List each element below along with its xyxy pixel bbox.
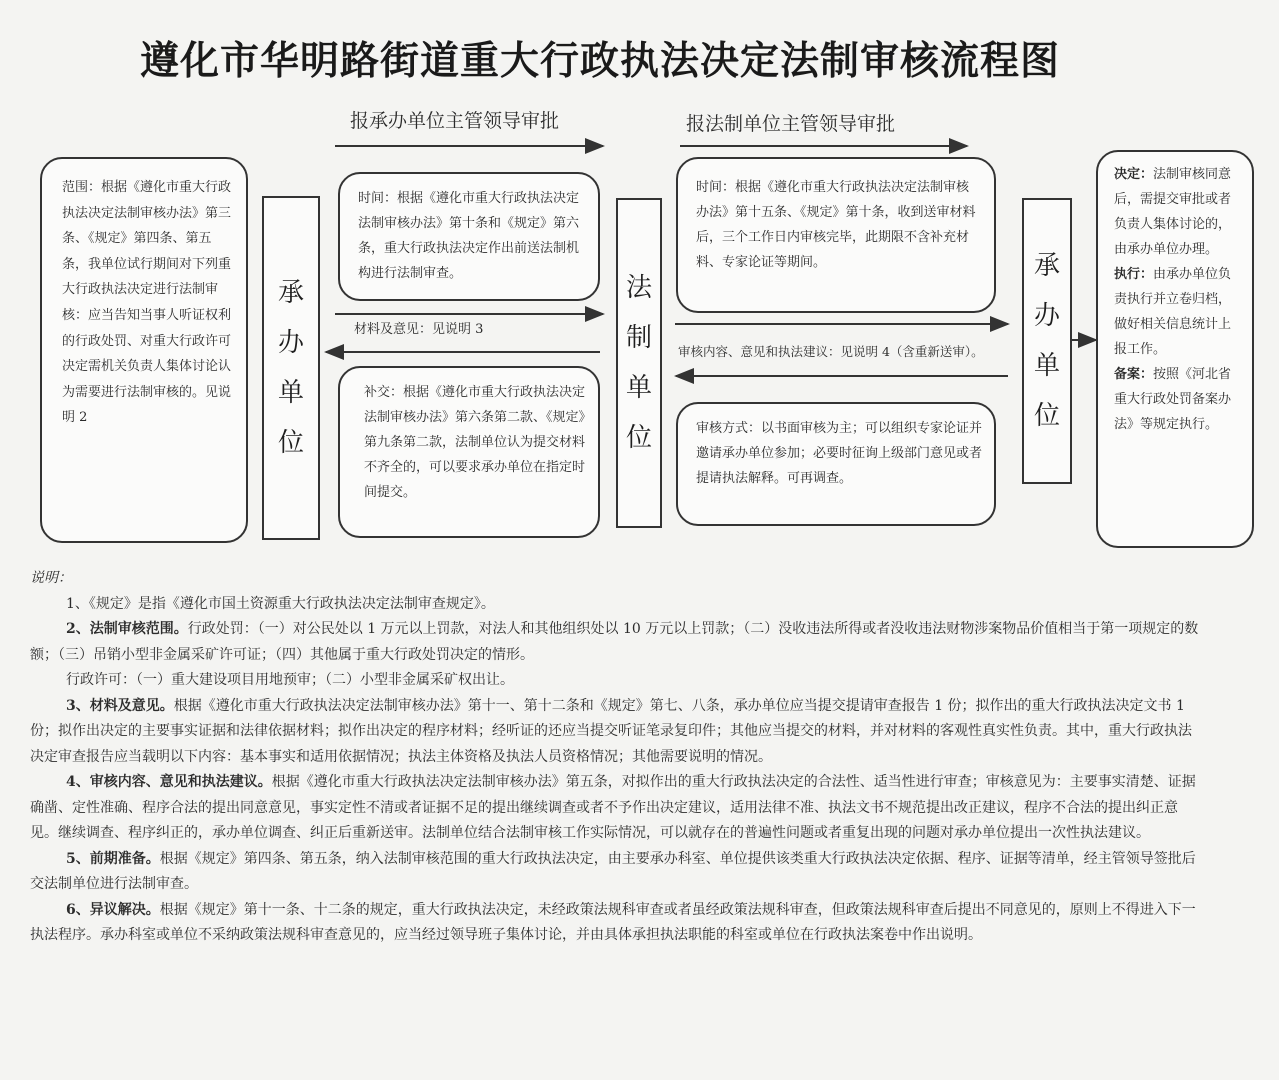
supplement-box xyxy=(338,366,600,538)
time1-text: 时间：根据《遵化市重大行政执法决定法制审核办法》第十条和《规定》第六条，重大行政执法决定作出前送法制机构进行法制审查。 xyxy=(358,191,580,281)
execution-paragraph xyxy=(1114,262,1240,362)
note-2b: 行政许可：（一）重大建设项目用地预审；（二）小型非金属采矿权出让。 xyxy=(66,672,514,688)
scope-text: 范围：根据《遵化市重大行政执法决定法制审核办法》第三条、《规定》第四条、第五条，我单位试行期间对下列重大行政执法决定进行法制审核：应当告知当事人听证权利的行政处罚、对重大行政许可决定需机关负责人集体讨论认为需要进行法制审核的。见说明 2 xyxy=(62,180,232,426)
decision-label: 决定： xyxy=(1114,167,1154,182)
scope-box xyxy=(40,157,248,543)
note-2-text: 行政处罚：（一）对公民处以 1 万元以上罚款，对法人和其他组织处以 10 万元以上罚款；（二）没收违法所得或者没收违法财物涉案物品价值相当于第一项规定的数额；（三）吊销小型非金属采矿许可证；（四）其他属于重大行政处罚决定的情形。 xyxy=(30,621,1199,663)
decision-box xyxy=(1096,150,1254,548)
filing-paragraph xyxy=(1114,362,1240,437)
page-title: 遵化市华明路街道重大行政执法决定法制审核流程图 xyxy=(140,39,1061,84)
bar-handling-unit-right xyxy=(1022,198,1072,484)
note-1: 1、《规定》是指《遵化市国土资源重大行政执法决定法制审查规定》。 xyxy=(66,595,495,612)
note-3-key: 3、材料及意见。 xyxy=(66,697,174,714)
note-5 xyxy=(30,847,1200,898)
filing-label: 备案： xyxy=(1114,367,1154,382)
bar-handling-unit-right-label: 承办单位 xyxy=(1033,251,1060,431)
bar-handling-unit-left-label: 承办单位 xyxy=(277,278,304,458)
notes-heading: 说明： xyxy=(30,570,72,586)
decision-paragraph xyxy=(1114,162,1240,262)
note-4-key: 4、审核内容、意见和执法建议。 xyxy=(66,774,272,790)
note-3-text: 根据《遵化市重大行政执法决定法制审核办法》第十一、第十二条和《规定》第七、八条，承办单位应当提交提请审查报告 1 份；拟作出的重大行政执法决定文书 1 份；拟作出决定的主要事实证据和法律依据材料；拟作出决定的程序材料；经听证的还应当提交听证笔录复印件；其他应当提交的材料，并对材料的客观性真实性负责。其中，重大行政执法决定审查报告应当载明以下内容：基本事实和适用依据情况；执法主体资格及执法人员资格情况；其他需要说明的情况。 xyxy=(30,697,1192,765)
label-review-back: 审核内容、意见和执法建议：见说明 4（含重新送审）。 xyxy=(678,344,984,359)
note-5-key: 5、前期准备。 xyxy=(66,850,160,867)
supplement-text: 补交：根据《遵化市重大行政执法决定法制审核办法》第六条第二款、《规定》第九条第二款，法制单位认为提交材料不齐全的，可以要求承办单位在指定时间提交。 xyxy=(364,385,586,500)
note-4 xyxy=(30,770,1200,847)
bar-legal-unit-label: 法制单位 xyxy=(625,273,652,453)
time2-text: 时间：根据《遵化市重大行政执法决定法制审核办法》第十五条、《规定》第十条，收到送审材料后，三个工作日内审核完毕，此期限不含补充材料、专家论证等期间。 xyxy=(696,180,976,270)
execution-label: 执行： xyxy=(1114,267,1154,282)
note-2 xyxy=(30,617,1200,668)
note-3 xyxy=(30,694,1200,771)
notes-section xyxy=(30,566,1200,949)
note-6-text: 根据《规定》第十一条、十二条的规定，重大行政执法决定，未经政策法规科审查或者虽经政策法规科审查，但政策法规科审查后提出不同意见的，原则上不得进入下一执法程序。承办科室或单位不采纳政策法规科审查意见的，应当经过领导班子集体讨论，并由具体承担执法职能的科室或单位在行政执法案卷中作出说明。 xyxy=(30,901,1196,943)
bar-legal-unit xyxy=(616,198,662,528)
note-5-text: 根据《规定》第四条、第五条，纳入法制审核范围的重大行政执法决定，由主要承办科室、单位提供该类重大行政执法决定依据、程序、证据等清单，经主管领导签批后交法制单位进行法制审查。 xyxy=(30,850,1196,892)
label-materials: 材料及意见：见说明 3 xyxy=(354,322,484,337)
decision-text: 法制审核同意后，需提交审批或者负责人集体讨论的，由承办单位办理。 xyxy=(1114,167,1232,257)
top-label-left: 报承办单位主管领导审批 xyxy=(350,110,560,132)
time-box-2 xyxy=(676,157,996,313)
note-6-key: 6、异议解决。 xyxy=(66,901,160,918)
note-2-key: 2、法制审核范围。 xyxy=(66,621,188,637)
top-label-right: 报法制单位主管领导审批 xyxy=(686,113,896,135)
method-text: 审核方式：以书面审核为主；可以组织专家论证并邀请承办单位参加；必要时征询上级部门意见或者提请执法解释。可再调查。 xyxy=(696,421,983,486)
filing-text: 按照《河北省重大行政处罚备案办法》等规定执行。 xyxy=(1114,367,1232,432)
note-6 xyxy=(30,898,1200,949)
review-method-box xyxy=(676,402,996,526)
bar-handling-unit-left xyxy=(262,196,320,540)
note-4-text: 根据《遵化市重大行政执法决定法制审核办法》第五条，对拟作出的重大行政执法决定的合法性、适当性进行审查；审核意见为：主要事实清楚、证据确凿、定性准确、程序合法的提出同意意见，事实定性不清或者证据不足的提出继续调查或者不予作出决定建议，适用法律不准、执法文书不规范提出改正建议，程序不合法的提出纠正意见。继续调查、程序纠正的，承办单位调查、纠正后重新送审。法制单位结合法制审核工作实际情况，可以就存在的普遍性问题或者重复出现的问题对承办单位提出一次性执法建议。 xyxy=(30,774,1196,841)
execution-text: 由承办单位负责执行并立卷归档，做好相关信息统计上报工作。 xyxy=(1114,267,1232,357)
time-box-1 xyxy=(338,172,600,301)
